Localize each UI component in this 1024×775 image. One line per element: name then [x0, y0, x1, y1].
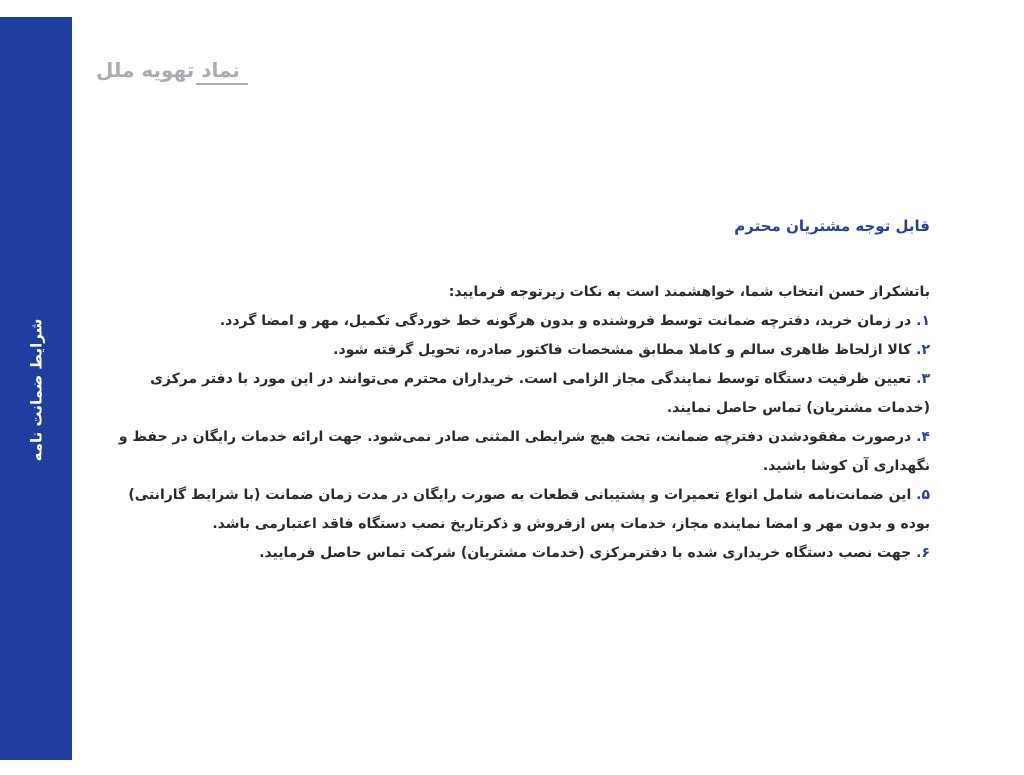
sidebar-title	[25, 300, 47, 480]
notice-item	[98, 481, 930, 539]
item-text: درصورت مفقودشدن دفترچه ضمانت، تحت هیچ شرایطی المثنی صادر نمی‌شود. جهت ارائه خدمات رایگان در حفظ و نگهداری آن کوشا باشید.	[118, 429, 930, 474]
item-text: در زمان خرید، دفترچه ضمانت توسط فروشنده و بدون هرگونه خط خوردگی تکمیل، مهر و امضا گردد.	[219, 313, 912, 329]
sidebar-title-text: شرایط ضمانت نامه	[27, 318, 45, 462]
item-text: کالا ازلحاظ ظاهری سالم و کاملا مطابق مشخصات فاکتور صادره، تحویل گرفته شود.	[333, 342, 912, 358]
company-logo-text: نماد تهویه ملل	[96, 58, 240, 82]
notice-item	[98, 423, 930, 481]
item-number: ۲.	[916, 342, 930, 358]
item-number: ۴.	[916, 429, 930, 445]
item-number: ۱.	[916, 313, 930, 329]
item-number: ۵.	[916, 487, 930, 503]
item-text: جهت نصب دستگاه خریداری شده با دفترمرکزی (خدمات مشتریان) شرکت تماس حاصل فرمایید.	[259, 545, 912, 561]
item-text: تعیین ظرفیت دستگاه توسط نمایندگی مجاز الزامی است. خریداران محترم می‌توانند در این مورد با دفتر مرکزی (خدمات مشتریان) تماس حاصل نمایند.	[150, 371, 930, 416]
notice-item	[98, 307, 930, 336]
notice-item	[98, 336, 930, 365]
item-number: ۳.	[916, 371, 930, 387]
logo-underline	[196, 83, 248, 85]
notice-intro: باتشکراز حسن انتخاب شما، خواهشمند است به نکات زیرتوجه فرمایید:	[448, 284, 930, 300]
notice-item	[98, 365, 930, 423]
warranty-notice	[98, 200, 930, 568]
notice-heading: قابل توجه مشتریان محترم	[734, 217, 930, 235]
company-logo	[96, 56, 256, 92]
item-text: این ضمانت‌نامه شامل انواع تعمیرات و پشتیبانی قطعات به صورت رایگان در مدت زمان ضمانت (با شرایط گارانتی) بوده و بدون مهر و امضا نماینده مجاز، خدمات پس ازفروش و ذکرتاریخ نصب دستگاه فاقد اعتبارمی باشد.	[128, 487, 930, 532]
notice-item	[98, 539, 930, 568]
item-number: ۶.	[916, 545, 930, 561]
